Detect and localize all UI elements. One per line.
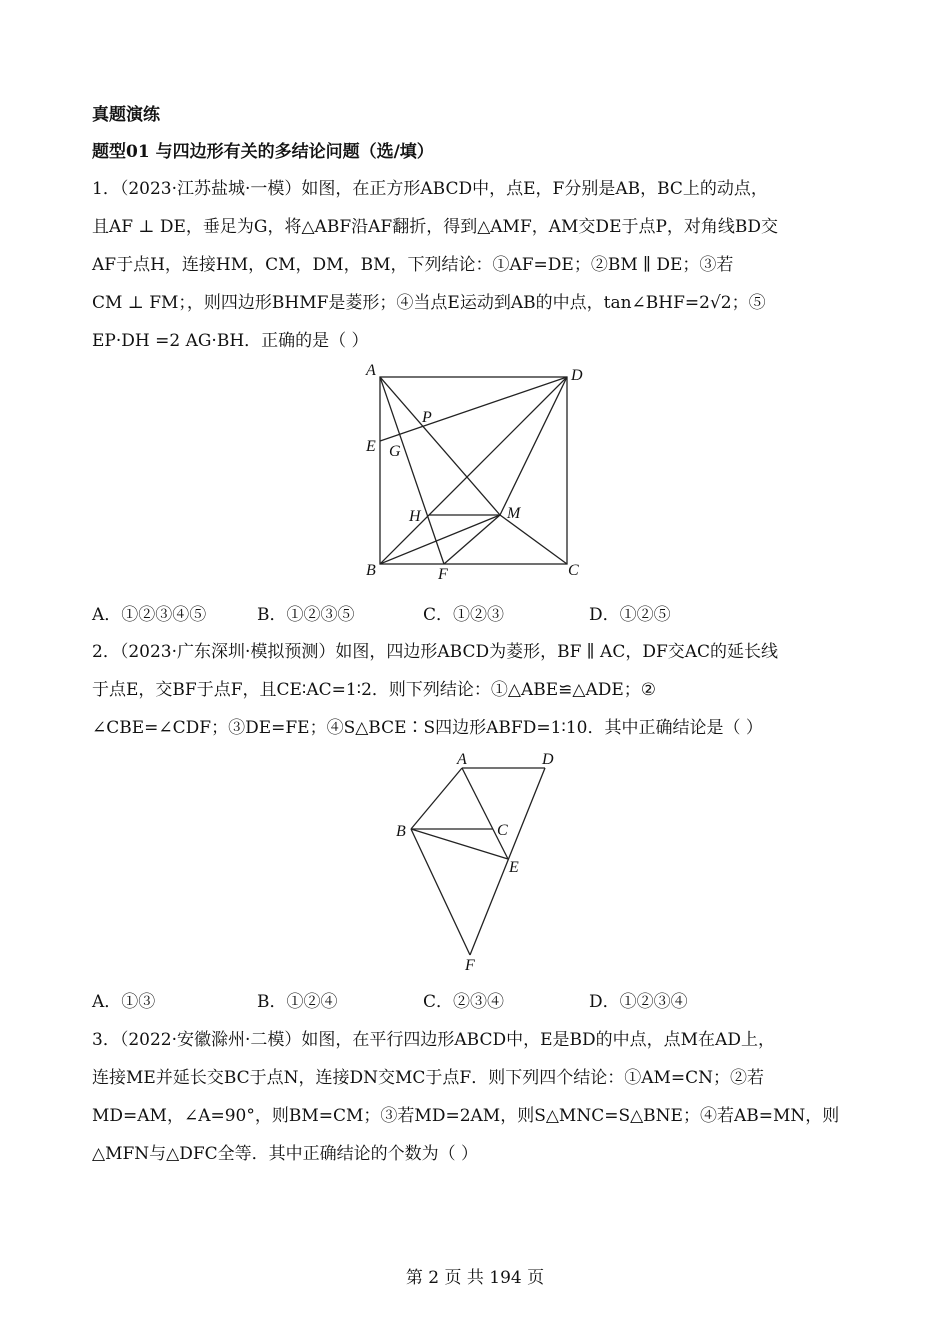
label-F: F [465, 957, 475, 974]
choice-c[interactable]: C．②③④ [423, 992, 505, 1012]
label-E: E [509, 859, 519, 876]
label-D: D [542, 751, 554, 768]
page-footer: 第 2 页 共 194 页 [405, 1268, 545, 1288]
label-F: F [438, 566, 448, 583]
choice-a[interactable]: A．①③ [92, 992, 156, 1012]
label-P: P [422, 409, 432, 426]
choice-d[interactable]: D．①②③④ [589, 992, 688, 1012]
question-3-line: 连接ME并延长交BC于点N，连接DN交MC于点F．则下列四个结论：①AM=CN；②若 [92, 1068, 765, 1088]
question-1-line: EP·DH =2 AG·BH．正确的是（ ） [92, 331, 369, 351]
label-B: B [366, 562, 376, 579]
choice-d[interactable]: D．①②⑤ [589, 605, 671, 625]
question-2-line: ∠CBE=∠CDF；③DE=FE；④S△BCE∶S四边形ABFD=1∶10．其中正确结论是（ ） [92, 718, 763, 738]
label-A: A [457, 751, 467, 768]
label-C: C [568, 562, 579, 579]
label-D: D [571, 367, 583, 384]
subsection-title: 题型01 与四边形有关的多结论问题（选/填） [92, 142, 434, 162]
choice-b[interactable]: B．①②④ [257, 992, 338, 1012]
section-title: 真题演练 [92, 105, 160, 125]
question-2-line: 2．（2023·广东深圳·模拟预测）如图，四边形ABCD为菱形，BF ∥ AC，DF交AC的延长线 [92, 642, 779, 662]
question-3-line: MD=AM，∠A=90°，则BM=CM；③若MD=2AM，则S△MNC=S△BNE；④若AB=MN，则 [92, 1106, 840, 1126]
question-1-line: 1．（2023·江苏盐城·一模）如图，在正方形ABCD中，点E，F分别是AB，BC上的动点， [92, 179, 768, 199]
question-3-line: △MFN与△DFC全等．其中正确结论的个数为（ ） [92, 1144, 479, 1164]
choice-b[interactable]: B．①②③⑤ [257, 605, 355, 625]
label-E: E [366, 438, 376, 455]
label-A: A [366, 362, 376, 379]
label-G: G [389, 443, 401, 460]
label-C: C [497, 822, 508, 839]
question-2-line: 于点E，交BF于点F，且CE∶AC=1∶2．则下列结论：①△ABE≌△ADE；② [92, 680, 657, 700]
question-1-line: 且AF ⊥ DE，垂足为G，将△ABF沿AF翻折，得到△AMF，AM交DE于点P，对角线BD交 [92, 217, 779, 237]
question-1-line: AF于点H，连接HM，CM，DM，BM，下列结论：①AF=DE；②BM ∥ DE；③若 [92, 255, 734, 275]
label-M: M [507, 505, 521, 522]
label-B: B [396, 823, 406, 840]
question-1-line: CM ⊥ FM；，则四边形BHMF是菱形；④当点E运动到AB的中点，tan∠BHF=2√2；⑤ [92, 293, 766, 313]
choice-a[interactable]: A．①②③④⑤ [92, 605, 207, 625]
label-H: H [409, 508, 421, 525]
choice-c[interactable]: C．①②③ [423, 605, 505, 625]
question-3-line: 3．（2022·安徽滁州·二模）如图，在平行四边形ABCD中，E是BD的中点，点M在AD上， [92, 1030, 775, 1050]
